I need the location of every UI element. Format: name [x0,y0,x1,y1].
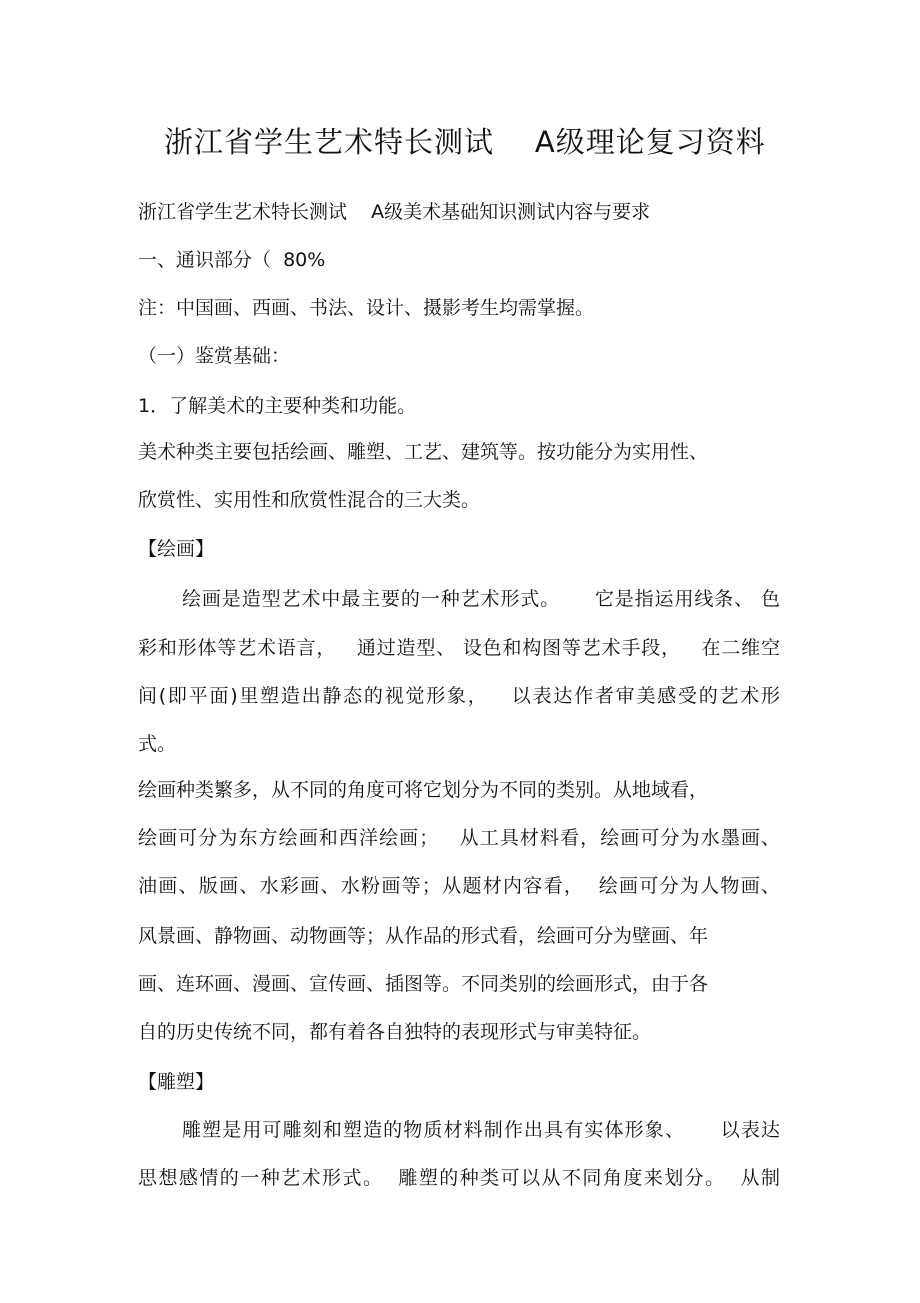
text-line: 自的历史传统不同，都有着各自独特的表现形式与审美特征。 [138,1021,652,1043]
category-heading-sculpture: 【雕塑】 [138,1071,215,1093]
text-line: 绘画可分为东方绘画和西洋绘画； 从工具材料看，绘画可分为水墨画、 [138,827,780,849]
item-heading: 1．了解美术的主要种类和功能。 [138,395,417,417]
text-line: 雕塑是用可雕刻和塑造的物质材料制作出具有实体形象、 以表达 [182,1119,780,1141]
note-line: 注：中国画、西画、书法、设计、摄影考生均需掌握。 [138,297,595,319]
section-heading: 一、通识部分（ 80% [138,249,326,271]
document-title: 浙江省学生艺术特长测试 A级理论复习资料 [164,125,766,159]
text-line: 绘画种类繁多，从不同的角度可将它划分为不同的类别。从地域看， [138,779,709,801]
text-line: 欣赏性、实用性和欣赏性混合的三大类。 [138,489,481,511]
subtitle-line: 浙江省学生艺术特长测试 A级美术基础知识测试内容与要求 [138,201,651,223]
text-line: 画、连环画、漫画、宣传画、插图等。不同类别的绘画形式，由于各 [138,973,709,995]
category-heading-painting: 【绘画】 [138,538,215,560]
text-line: 美术种类主要包括绘画、雕塑、工艺、建筑等。按功能分为实用性、 [138,441,709,463]
text-line: 油画、版画、水彩画、水粉画等；从题材内容看， 绘画可分为人物画、 [138,875,780,897]
text-line: 式。 [138,733,177,755]
text-line: 绘画是造型艺术中最主要的一种艺术形式。 它是指运用线条、 色 [182,588,780,610]
text-line: 彩和形体等艺术语言， 通过造型、 设色和构图等艺术手段， 在二维空 [138,637,780,659]
text-line: 风景画、静物画、动物画等；从作品的形式看，绘画可分为壁画、年 [138,925,709,947]
text-line: 间(即平面)里塑造出静态的视觉形象， 以表达作者审美感受的艺术形 [138,685,780,707]
text-line: 思想感情的一种艺术形式。 雕塑的种类可以从不同角度来划分。 从制 [138,1167,780,1189]
subsection-heading: （一）鉴赏基础： [138,345,291,367]
